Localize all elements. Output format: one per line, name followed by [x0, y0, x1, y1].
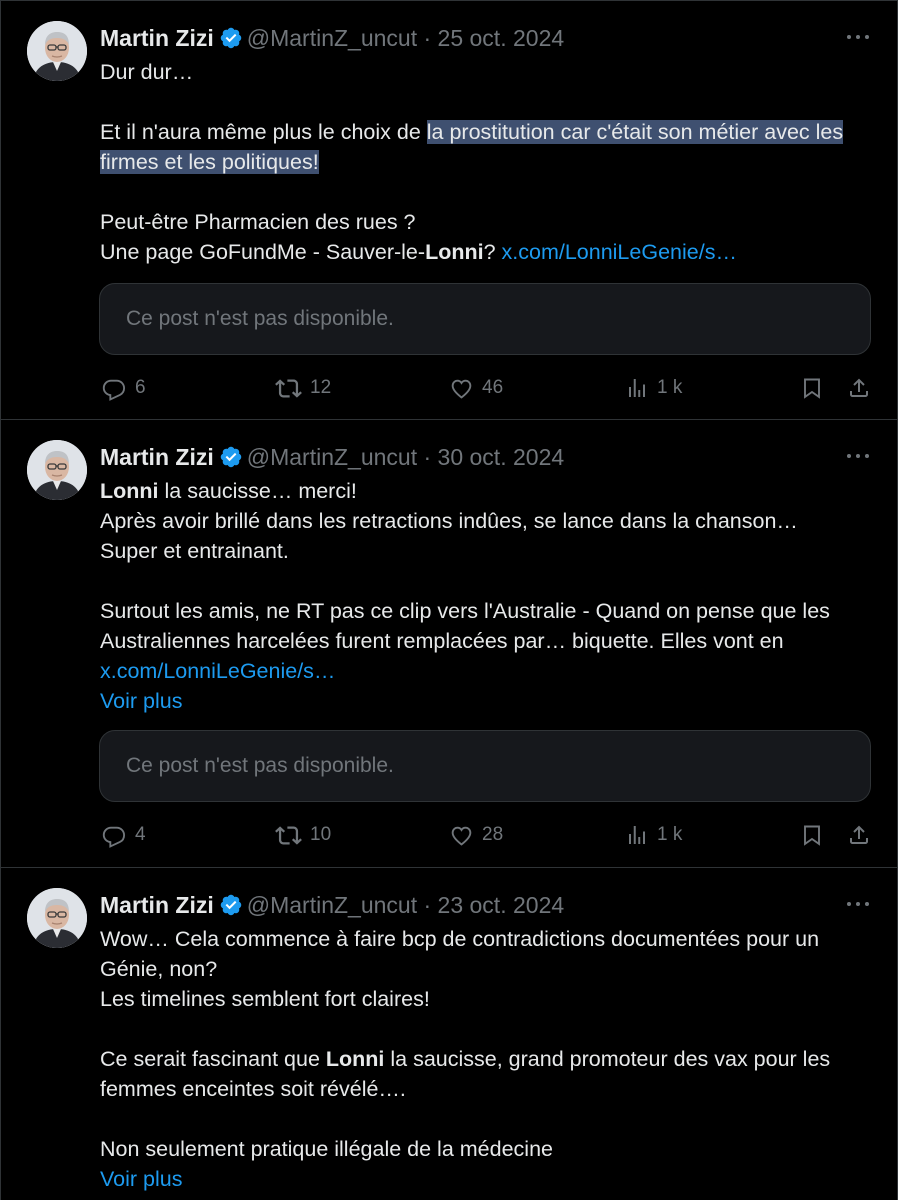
verified-icon: [219, 26, 243, 50]
text-paragraph: Ce serait fascinant que: [100, 1047, 326, 1071]
like-button[interactable]: [449, 820, 503, 850]
bookmark-button[interactable]: [800, 373, 832, 403]
tweet-text: [100, 476, 880, 716]
views-count: 1 k: [657, 824, 683, 845]
see-more-link[interactable]: Voir plus: [100, 689, 183, 713]
text-paragraph: Wow… Cela commence à faire bcp de contradictions documentées pour un Génie, non? Les timelines semblent fort claires!: [100, 927, 820, 1011]
text-line: Une page GoFundMe - Sauver-le-: [100, 240, 426, 264]
author-name[interactable]: Martin Zizi: [100, 444, 214, 470]
post-date[interactable]: 30 oct. 2024: [437, 444, 565, 470]
author-name[interactable]: Martin Zizi: [100, 25, 214, 51]
quote-unavailable-card: Ce post n'est pas disponible.: [99, 730, 871, 802]
repost-button[interactable]: [275, 820, 331, 850]
author-name[interactable]: Martin Zizi: [100, 892, 214, 918]
post-link[interactable]: x.com/LonniLeGenie/s…: [501, 240, 737, 264]
like-icon: [449, 823, 474, 848]
author-handle[interactable]: @MartinZ_uncut: [246, 25, 418, 51]
reply-icon: [102, 376, 127, 401]
like-count: 28: [482, 824, 504, 845]
more-icon[interactable]: [847, 446, 871, 466]
action-bar: [1, 373, 897, 403]
share-button[interactable]: [847, 373, 879, 403]
views-icon: [625, 376, 649, 400]
verified-icon: [219, 445, 243, 469]
reply-button[interactable]: [102, 820, 146, 850]
reply-count: 4: [135, 824, 146, 845]
reply-count: 6: [135, 377, 146, 398]
verified-icon: [219, 893, 243, 917]
share-icon: [847, 376, 871, 400]
tweet-text: [100, 924, 880, 1194]
author-handle[interactable]: @MartinZ_uncut: [246, 892, 418, 918]
bookmark-button[interactable]: [800, 820, 832, 850]
repost-button[interactable]: [275, 373, 331, 403]
like-button[interactable]: [449, 373, 503, 403]
share-icon: [847, 823, 871, 847]
repost-icon: [275, 375, 302, 402]
like-count: 46: [482, 377, 504, 398]
tweet-header: [100, 442, 877, 472]
views-button[interactable]: [625, 820, 682, 850]
tweet-header: [100, 890, 877, 920]
action-bar: [1, 820, 897, 850]
text-paragraph: Non seulement pratique illégale de la médecine: [100, 1137, 553, 1161]
more-icon[interactable]: [847, 27, 871, 47]
tweet-text: [100, 57, 880, 267]
meta-separator: ·: [417, 892, 438, 918]
avatar[interactable]: [27, 21, 87, 81]
text-line: Et il n'aura même plus le choix de: [100, 120, 427, 144]
repost-icon: [275, 822, 302, 849]
bold-mention: Lonni: [425, 240, 484, 264]
views-icon: [625, 823, 649, 847]
views-button[interactable]: [625, 373, 682, 403]
tweet-header: [100, 23, 877, 53]
highlighted-text: la prostitution car c'était son métier avec les firmes et les politiques!: [100, 120, 844, 174]
bookmark-icon: [800, 823, 824, 847]
more-icon[interactable]: [847, 894, 871, 914]
author-handle[interactable]: @MartinZ_uncut: [246, 444, 418, 470]
repost-count: 10: [310, 824, 332, 845]
reply-icon: [102, 823, 127, 848]
text-line: Peut-être Pharmacien des rues ?: [100, 210, 416, 234]
share-button[interactable]: [847, 820, 879, 850]
views-count: 1 k: [657, 377, 683, 398]
meta-separator: ·: [417, 25, 438, 51]
like-icon: [449, 376, 474, 401]
meta-separator: ·: [417, 444, 438, 470]
avatar[interactable]: [27, 440, 87, 500]
text-line: ?: [483, 240, 502, 264]
tweet[interactable]: [0, 868, 898, 1200]
bold-mention: Lonni: [325, 1047, 385, 1071]
text-paragraph: la saucisse, grand promoteur des vax pour les femmes enceintes soit révélé….: [100, 1047, 831, 1101]
text-line: Dur dur…: [100, 60, 194, 84]
bookmark-icon: [800, 376, 824, 400]
post-link[interactable]: x.com/LonniLeGenie/s…: [100, 659, 336, 683]
post-date[interactable]: 23 oct. 2024: [437, 892, 565, 918]
post-date[interactable]: 25 oct. 2024: [437, 25, 565, 51]
tweet[interactable]: [0, 0, 898, 420]
repost-count: 12: [310, 377, 332, 398]
tweet[interactable]: [0, 420, 898, 868]
see-more-link[interactable]: Voir plus: [100, 1167, 183, 1191]
avatar[interactable]: [27, 888, 87, 948]
reply-button[interactable]: [102, 373, 146, 403]
quote-unavailable-card: Ce post n'est pas disponible.: [99, 283, 871, 355]
text-paragraph: la saucisse… merci! Après avoir brillé dans les retractions indûes, se lance dans la chanson… Super et entrainant.: [100, 479, 798, 563]
text-paragraph: Surtout les amis, ne RT pas ce clip vers l'Australie - Quand on pense que les Australiennes harcelées furent remplacées par… biquette. Elles vont en: [100, 599, 830, 653]
bold-mention: Lonni: [100, 479, 159, 503]
